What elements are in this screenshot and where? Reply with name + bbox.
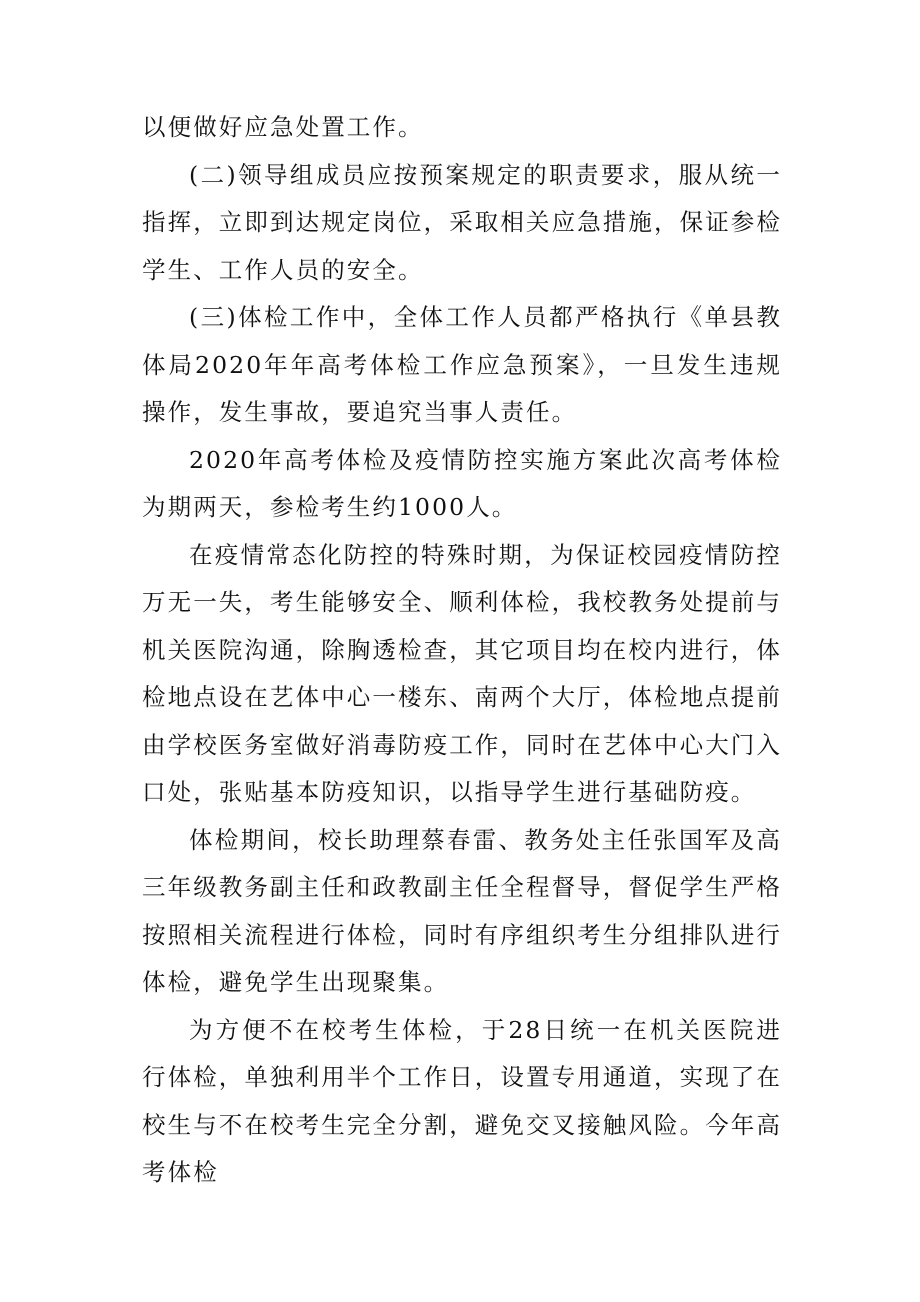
paragraph-continuation: 以便做好应急处置工作。	[142, 113, 424, 141]
paragraph-epidemic-prevention: 在疫情常态化防控的特殊时期，为保证校园疫情防控万无一失，考生能够安全、顺利体检，我校教务处提前与机关医院沟通，除胸透检查，其它项目均在校内进行，体检地点设在艺体中心一楼东、南两个大厅，体检地点提前由学校医务室做好消毒防疫工作，同时在艺体中心大门入口处，张贴基本防疫知识，以指导学生进行基础防疫。	[142, 540, 782, 806]
document-page	[142, 104, 782, 1197]
paragraph-staff-compliance: (三)体检工作中，全体工作人员都严格执行《单县教体局2020年年高考体检工作应急预案》，一旦发生违规操作，发生事故，要追究当事人责任。	[142, 303, 782, 426]
paragraph-supervision: 体检期间，校长助理蔡春雷、教务处主任张国军及高三年级教务副主任和政教副主任全程督导，督促学生严格按照相关流程进行体检，同时有序组织考生分组排队进行体检，避免学生出现聚集。	[142, 825, 782, 996]
paragraph-leader-duties: (二)领导组成员应按预案规定的职责要求，服从统一指挥，立即到达规定岗位，采取相关应急措施，保证参检学生、工作人员的安全。	[142, 160, 782, 284]
paragraph-exam-overview: 2020年高考体检及疫情防控实施方案此次高考体检为期两天，参检考生约1000人。	[142, 445, 782, 521]
paragraph-off-campus-exam: 为方便不在校考生体检，于28日统一在机关医院进行体检，单独利用半个工作日，设置专用通道，实现了在校生与不在校考生完全分割，避免交叉接触风险。今年高考体检	[142, 1015, 782, 1186]
